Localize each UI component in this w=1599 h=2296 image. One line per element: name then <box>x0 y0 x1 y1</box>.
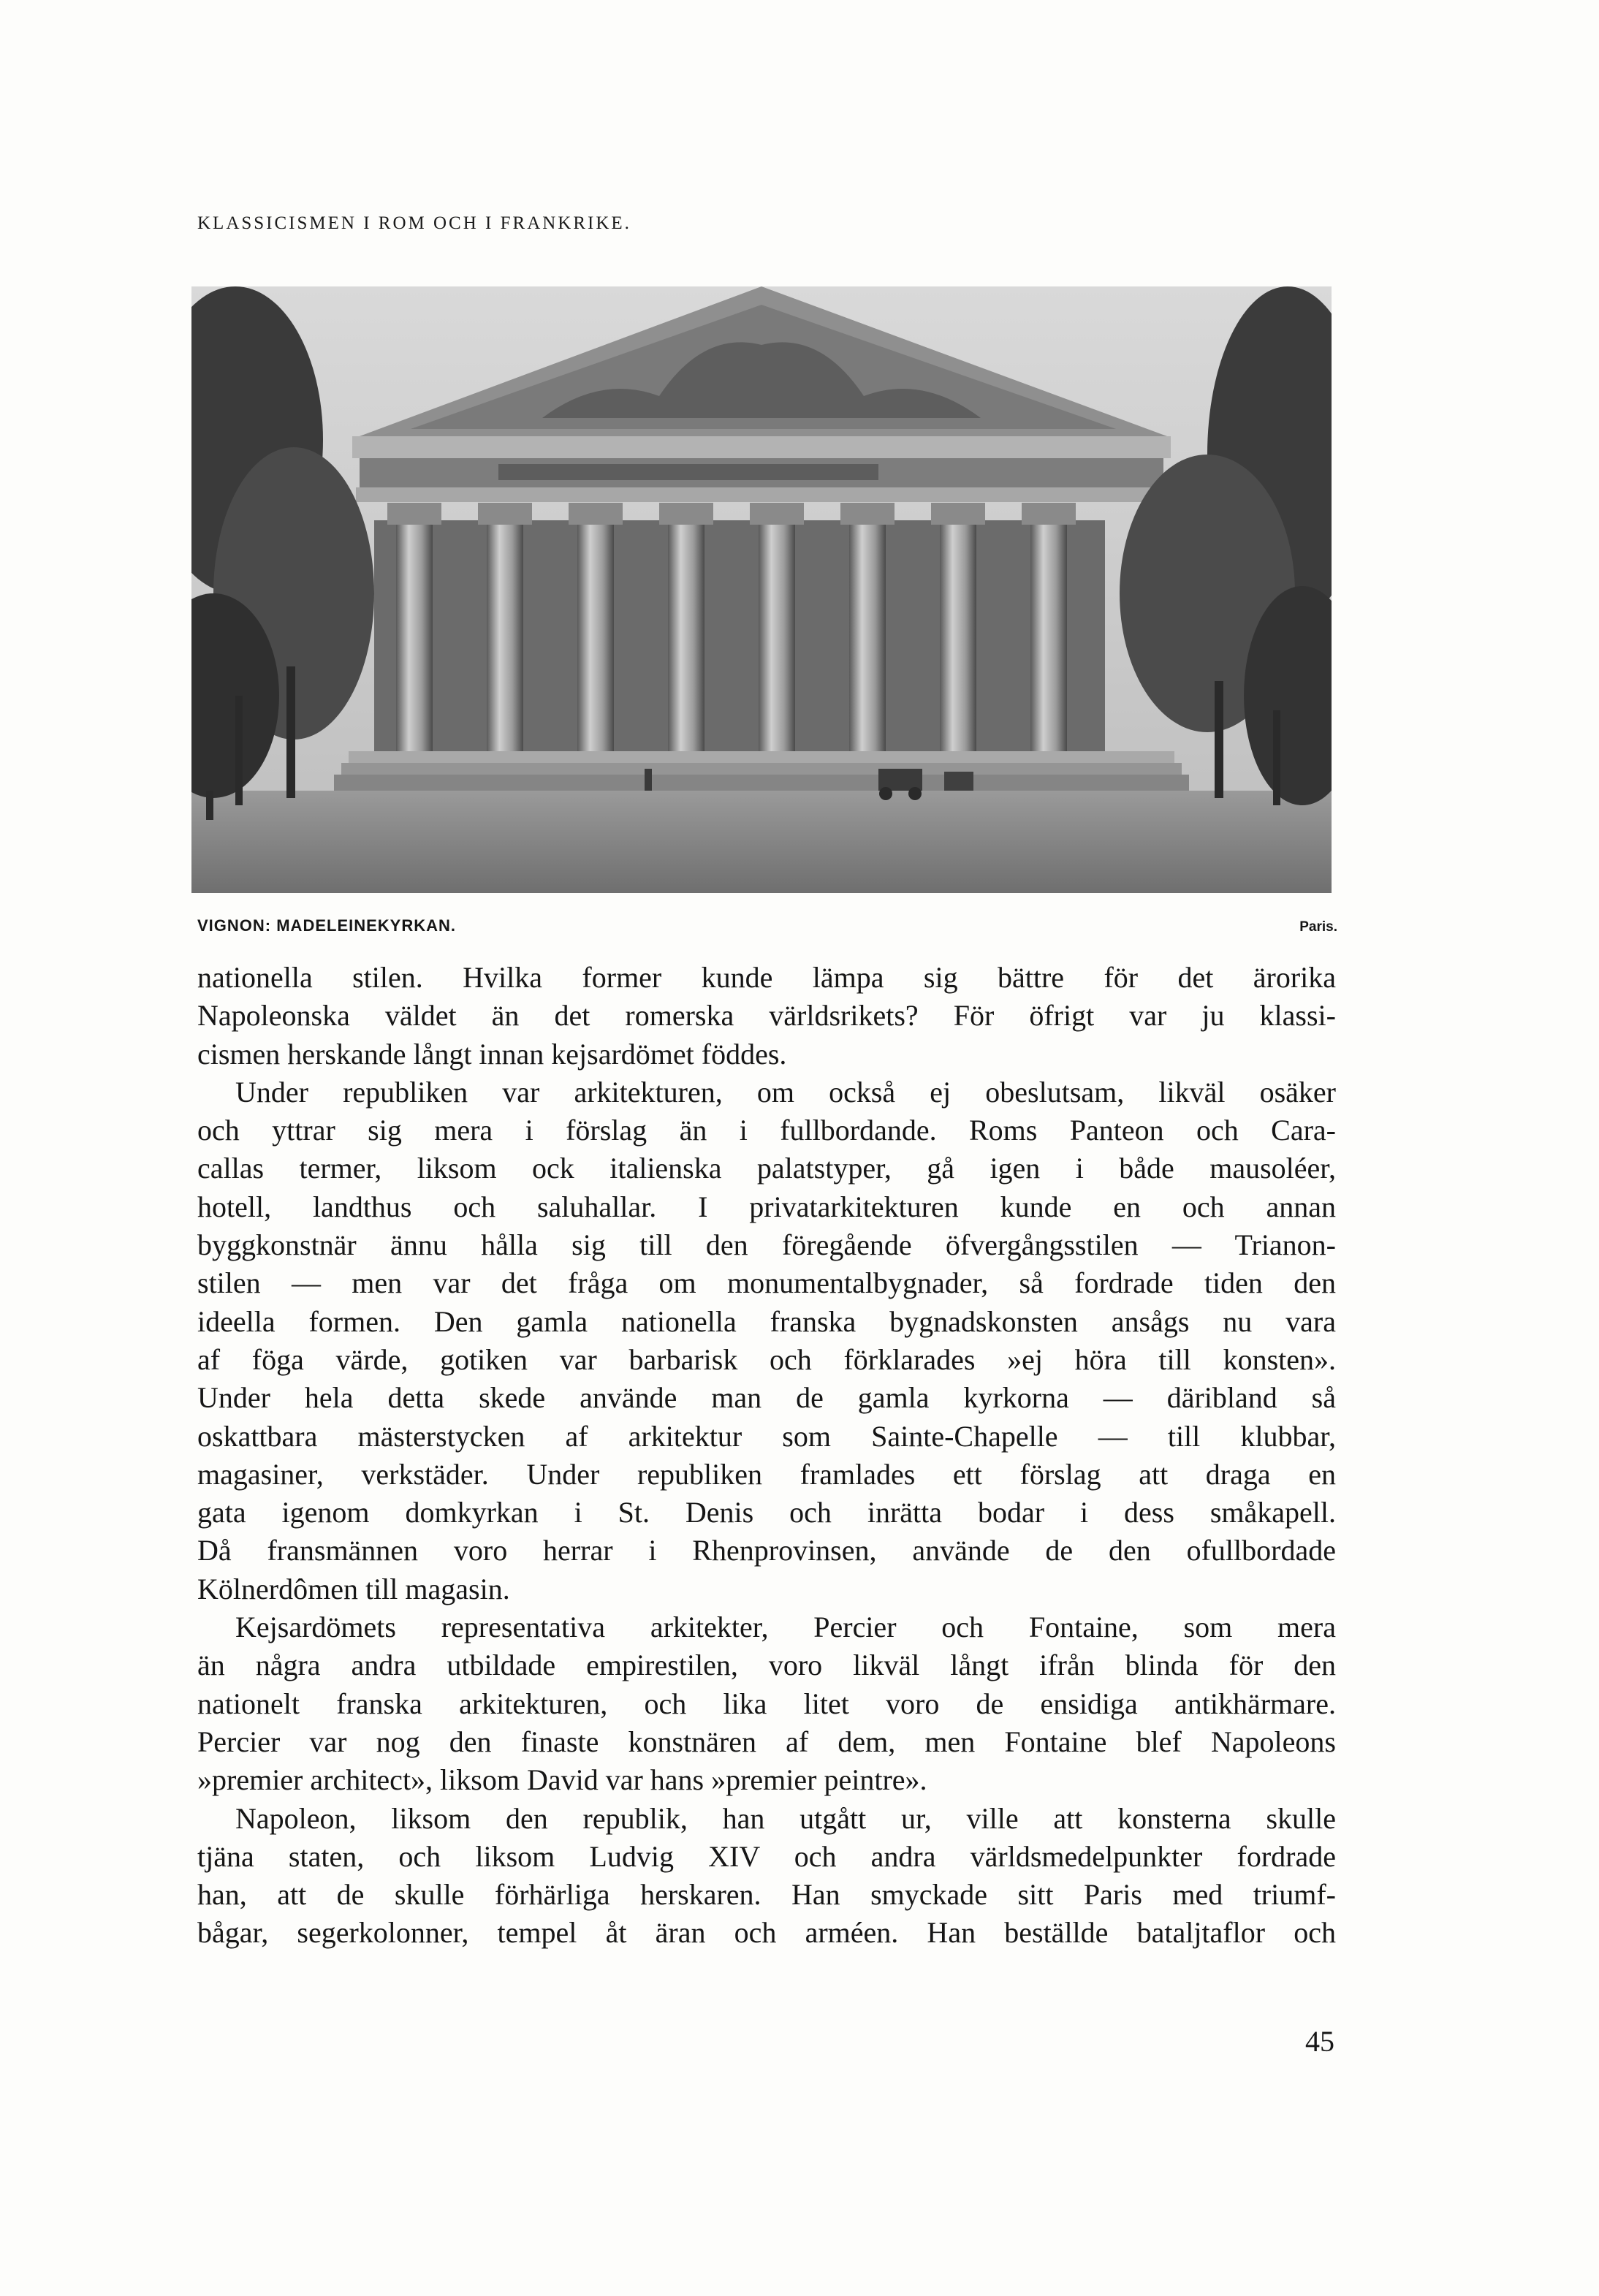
text-line: hotell, landthus och saluhallar. I privatarkitekturen kunde en och annan <box>197 1190 1336 1223</box>
text-line: Kejsardömets representativa arkitekter, Percier och Fontaine, som mera <box>235 1611 1336 1644</box>
text-line: nationella stilen. Hvilka former kunde lämpa sig bättre för det ärorika <box>197 961 1336 994</box>
text-line: han, att de skulle förhärliga herskaren. Han smyckade sitt Paris med triumf- <box>197 1878 1336 1912</box>
text-line: cismen herskande långt innan kejsardömet föddes. <box>197 1037 787 1071</box>
figure-caption: VIGNON: MADELEINEKYRKAN. <box>197 916 457 935</box>
text-line: byggkonstnär ännu hålla sig till den föregående öfvergångsstilen — Trianon- <box>197 1228 1336 1262</box>
photograph-illustration <box>191 286 1332 893</box>
text-line: af föga värde, gotiken var barbarisk och förklarades »ej höra till konsten». <box>197 1342 1336 1376</box>
running-head: KLASSICISMEN I ROM OCH I FRANKRIKE. <box>197 213 631 233</box>
text-line: och yttrar sig mera i förslag än i fullbordande. Roms Panteon och Cara- <box>197 1114 1336 1147</box>
text-line: callas termer, liksom ock italienska palatstyper, gå igen i både mausoléer, <box>197 1152 1336 1185</box>
madeleine-church-photograph <box>191 286 1332 893</box>
text-line: oskattbara mästerstycken af arkitektur som Sainte-Chapelle — till klubbar, <box>197 1419 1336 1453</box>
text-line: stilen — men var det fråga om monumentalbygnader, så fordrade tiden den <box>197 1266 1336 1300</box>
figure-location: Paris. <box>1299 919 1337 935</box>
text-line: magasiner, verkstäder. Under republiken framlades ett förslag att draga en <box>197 1457 1336 1491</box>
text-line: bågar, segerkolonner, tempel åt äran och arméen. Han beställde bataljtaflor och <box>197 1916 1336 1950</box>
body-text <box>197 959 1336 1953</box>
text-line: Under republiken var arkitekturen, om också ej obeslutsam, likväl osäker <box>235 1075 1336 1109</box>
text-line: Då fransmännen voro herrar i Rhenprovinsen, använde de den ofullbordade <box>197 1534 1336 1567</box>
text-line: än några andra utbildade empirestilen, voro likväl långt ifrån blinda för den <box>197 1649 1336 1682</box>
text-line: »premier architect», liksom David var hans »premier peintre». <box>197 1763 927 1797</box>
text-line: Under hela detta skede använde man de gamla kyrkorna — däribland så <box>197 1381 1336 1415</box>
text-line: ideella formen. Den gamla nationella franska bygnadskonsten ansågs nu vara <box>197 1304 1336 1338</box>
text-line: tjäna staten, och liksom Ludvig XIV och andra världsmedelpunkter fordrade <box>197 1839 1336 1873</box>
text-line: Percier var nog den finaste konstnären af dem, men Fontaine blef Napoleons <box>197 1725 1336 1758</box>
text-line: Napoleon, liksom den republik, han utgått ur, ville att konsterna skulle <box>235 1801 1336 1835</box>
text-line: gata igenom domkyrkan i St. Denis och inrätta bodar i dess småkapell. <box>197 1496 1336 1529</box>
text-line: nationelt franska arkitekturen, och lika litet voro de ensidiga antikhärmare. <box>197 1687 1336 1720</box>
text-line: Napoleonska väldet än det romerska världsrikets? För öfrigt var ju klassi- <box>197 999 1336 1033</box>
text-line: Kölnerdômen till magasin. <box>197 1572 510 1605</box>
page-number: 45 <box>1305 2025 1334 2058</box>
